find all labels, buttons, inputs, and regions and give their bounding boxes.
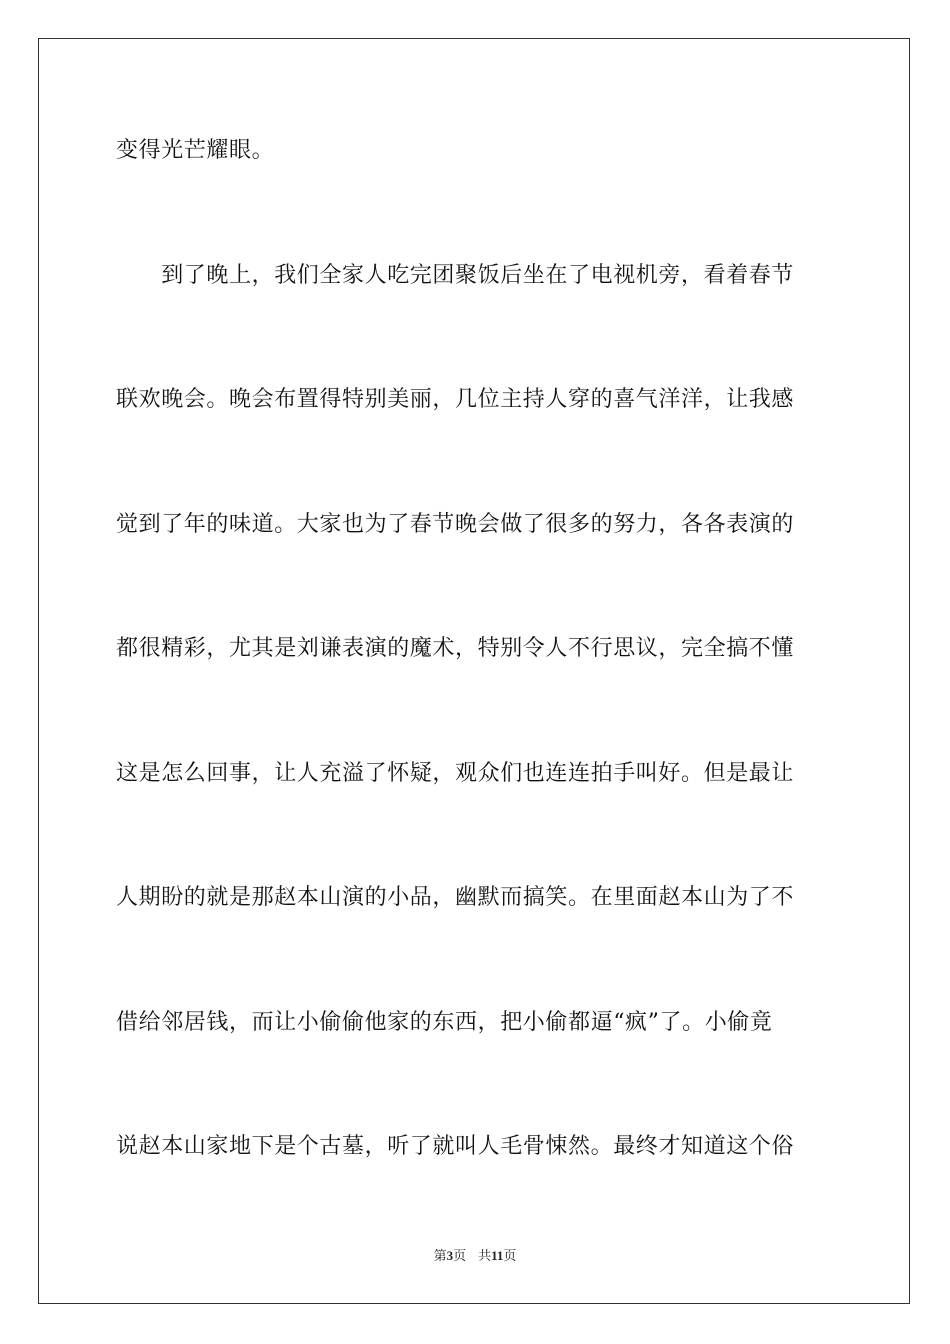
body-text-line: 觉到了年的味道。大家也为了春节晚会做了很多的努力，各各表演的 — [116, 512, 795, 537]
page-border — [38, 38, 910, 1304]
total-prefix: 共 — [478, 1249, 492, 1264]
page-suffix: 页 — [453, 1249, 467, 1264]
page-number: 3 — [446, 1248, 454, 1263]
total-pages: 11 — [491, 1248, 504, 1263]
total-suffix: 页 — [503, 1249, 517, 1264]
body-text-line: 联欢晚会。晚会布置得特别美丽，几位主持人穿的喜气洋洋，让我感 — [116, 387, 795, 412]
body-text-line: 这是怎么回事，让人充溢了怀疑，观众们也连连拍手叫好。但是最让 — [116, 761, 795, 786]
body-text-line: 到了晚上，我们全家人吃完团聚饭后坐在了电视机旁，看着春节 — [116, 263, 795, 288]
page-footer — [0, 1248, 950, 1265]
body-text-line: 都很精彩，尤其是刘谦表演的魔术，特别令人不行思议，完全搞不懂 — [116, 636, 795, 661]
body-text-line: 人期盼的就是那赵本山演的小品，幽默而搞笑。在里面赵本山为了不 — [116, 885, 795, 910]
page-prefix: 第 — [433, 1249, 447, 1264]
body-text-line: 说赵本山家地下是个古墓，听了就叫人毛骨悚然。最终才知道这个俗 — [116, 1134, 795, 1159]
body-text-line: 变得光芒耀眼。 — [116, 138, 275, 163]
body-text-line: 借给邻居钱，而让小偷偷他家的东西，把小偷都逼“疯”了。小偷竟 — [116, 1010, 773, 1035]
